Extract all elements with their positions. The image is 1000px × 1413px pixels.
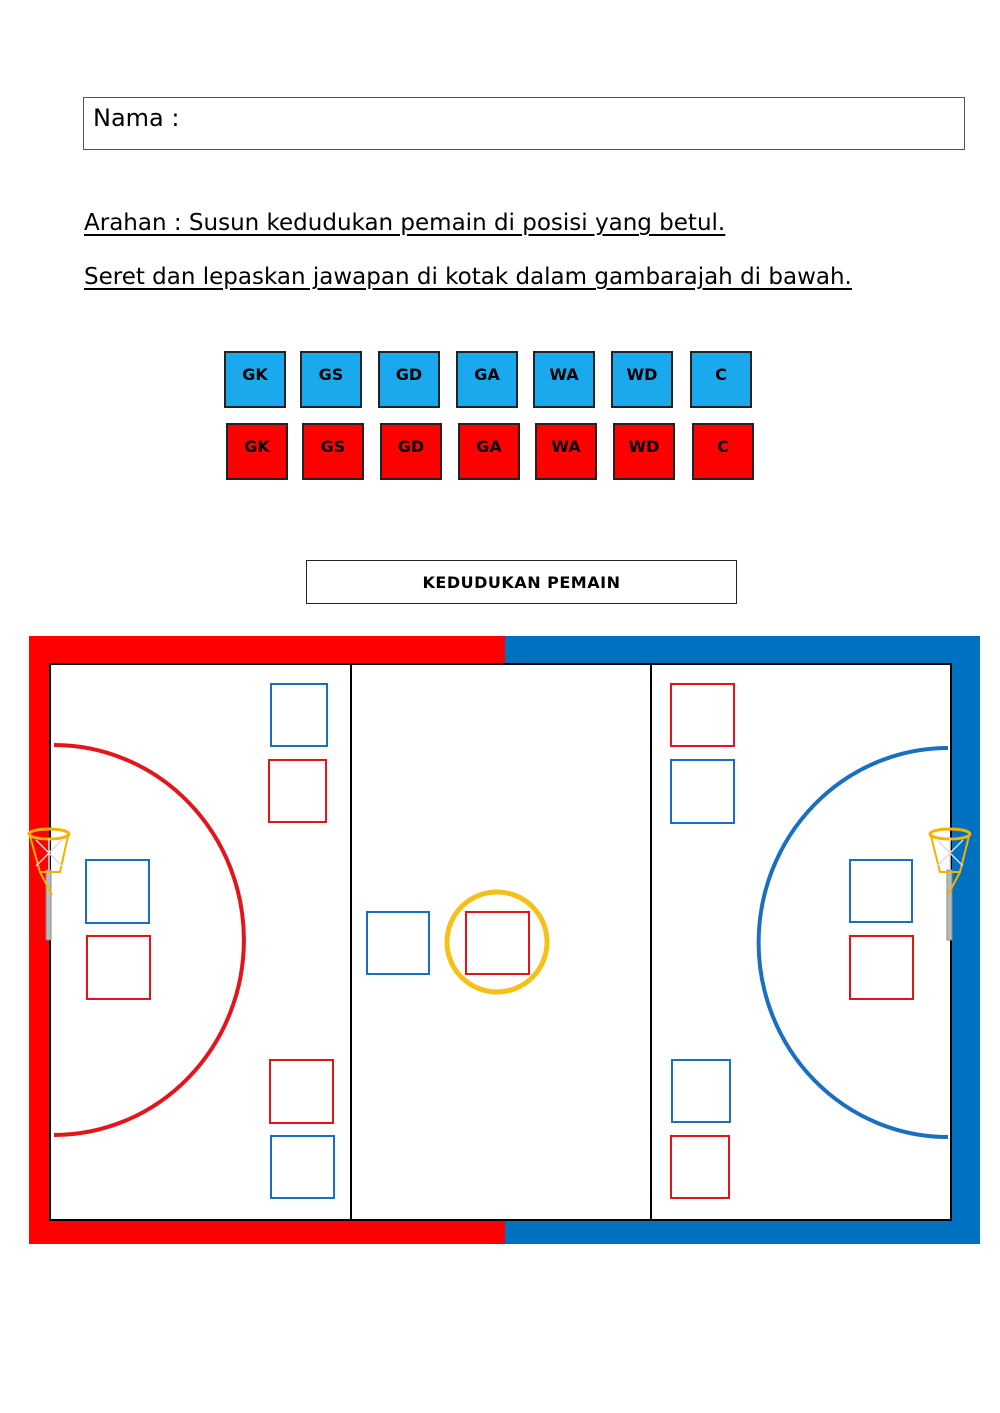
drop-box-blue[interactable] bbox=[86, 860, 149, 923]
drop-box-red[interactable] bbox=[270, 1060, 333, 1123]
drop-box-blue[interactable] bbox=[671, 760, 734, 823]
red-tile-wd[interactable]: WD bbox=[613, 423, 675, 480]
drop-box-blue[interactable] bbox=[271, 1136, 334, 1198]
red-tile-c[interactable]: C bbox=[692, 423, 754, 480]
red-tile-wa[interactable]: WA bbox=[535, 423, 597, 480]
drop-box-blue[interactable] bbox=[850, 860, 912, 922]
blue-tile-gd[interactable]: GD bbox=[378, 351, 440, 408]
drop-box-red[interactable] bbox=[466, 912, 529, 974]
drop-box-red[interactable] bbox=[87, 936, 150, 999]
name-label: Nama : bbox=[93, 104, 180, 132]
blue-tile-c[interactable]: C bbox=[690, 351, 752, 408]
instruction-line-1: Arahan : Susun kedudukan pemain di posisi yang betul. bbox=[84, 210, 726, 236]
blue-tile-ga[interactable]: GA bbox=[456, 351, 518, 408]
red-tile-gk[interactable]: GK bbox=[226, 423, 288, 480]
drop-box-red[interactable] bbox=[671, 1136, 729, 1198]
drop-box-red[interactable] bbox=[850, 936, 913, 999]
blue-tile-gs[interactable]: GS bbox=[300, 351, 362, 408]
drop-box-red[interactable] bbox=[269, 760, 326, 822]
drop-box-blue[interactable] bbox=[271, 684, 327, 746]
blue-tile-wd[interactable]: WD bbox=[611, 351, 673, 408]
blue-tile-gk[interactable]: GK bbox=[224, 351, 286, 408]
instruction-line-2: Seret dan lepaskan jawapan di kotak dalam gambarajah di bawah. bbox=[84, 264, 852, 290]
red-tile-gs[interactable]: GS bbox=[302, 423, 364, 480]
blue-tile-wa[interactable]: WA bbox=[533, 351, 595, 408]
drop-box-blue[interactable] bbox=[367, 912, 429, 974]
drop-box-red[interactable] bbox=[671, 684, 734, 746]
drop-box-blue[interactable] bbox=[672, 1060, 730, 1122]
red-tile-gd[interactable]: GD bbox=[380, 423, 442, 480]
court-title: KEDUDUKAN PEMAIN bbox=[306, 560, 737, 604]
red-tile-ga[interactable]: GA bbox=[458, 423, 520, 480]
